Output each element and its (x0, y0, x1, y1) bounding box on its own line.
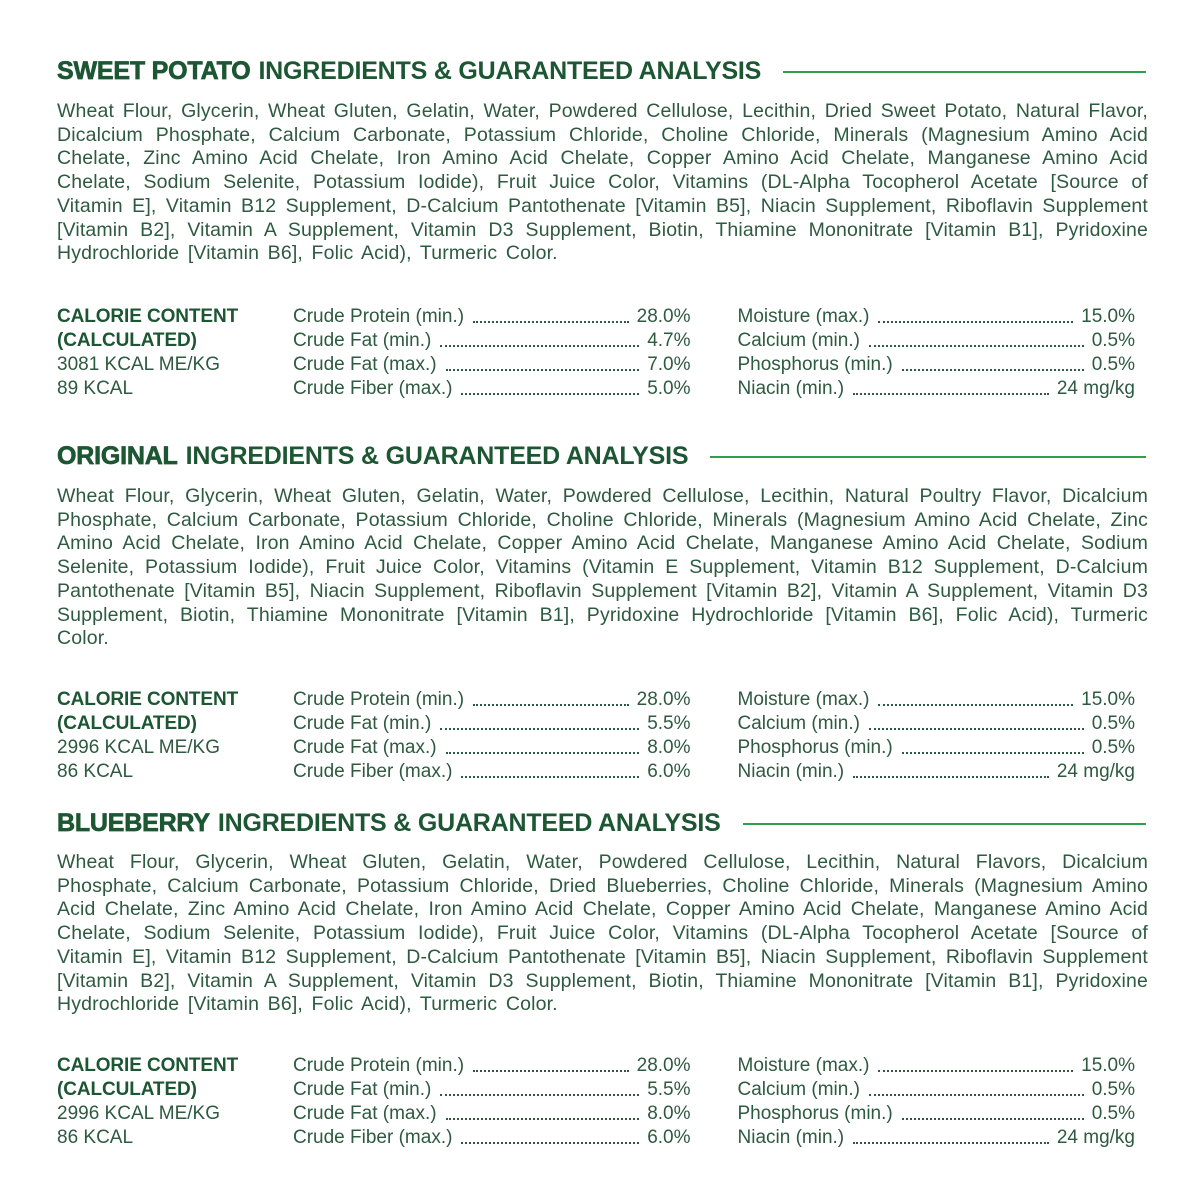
nutrient-value: 0.5% (1091, 713, 1135, 734)
dot-leader (461, 1142, 639, 1144)
analysis-row (738, 736, 1136, 760)
nutrient-label: Moisture (max.) (737, 689, 870, 710)
analysis-row (293, 329, 691, 353)
analysis-row (293, 1078, 691, 1102)
dot-leader (473, 1070, 629, 1072)
dot-leader (869, 728, 1084, 730)
calorie-calculated: (CALCULATED) (57, 1079, 197, 1100)
dot-leader (902, 369, 1084, 371)
section-heading (57, 58, 1148, 85)
analysis-column-left (293, 1054, 691, 1150)
analysis-row (738, 688, 1136, 712)
nutrient-label: Crude Fat (min.) (293, 1079, 432, 1100)
calorie-content-block (57, 688, 293, 784)
analysis-column-right (738, 688, 1136, 784)
flavor-name: ORIGINAL (57, 442, 178, 470)
nutrient-label: Crude Fat (max.) (293, 737, 437, 758)
analysis-row (738, 712, 1136, 736)
ingredients-paragraph: Wheat Flour, Glycerin, Wheat Gluten, Gelatin, Water, Powdered Cellulose, Lecithin, Natural Flavors, Dicalcium Phosphate, Calcium Carbonate, Potassium Chloride, Dried Blueberries, Choline Chloride, Minerals (Magnesium Amino Acid Chelate, Zinc Amino Acid Chelate, Iron Amino Acid Chelate, Copper Amino Acid Chelate, Manganese Amino Acid Chelate, Sodium Selenite, Potassium Iodide), Fruit Juice Color, Vitamins (DL-Alpha Tocopherol Acetate [Source of Vitamin E], Vitamin B12 Supplement, D-Calcium Pantothenate [Vitamin B5], Niacin Supplement, Riboflavin Supplement [Vitamin B2], Vitamin A Supplement, Vitamin D3 Supplement, Biotin, Thiamine Mononitrate [Vitamin B1], Pyridoxine Hydrochloride [Vitamin B6], Folic Acid), Turmeric Color. (57, 851, 1148, 1016)
nutrient-value: 0.5% (1091, 737, 1135, 758)
analysis-row (738, 1126, 1136, 1150)
heading-text: INGREDIENTS & GUARANTEED ANALYSIS (217, 809, 721, 837)
kcal-me-kg: 2996 KCAL ME/KG (57, 737, 220, 758)
section-sweet-potato (57, 58, 1148, 443)
dot-leader (878, 321, 1073, 323)
nutrient-label: Niacin (min.) (737, 761, 845, 782)
nutrient-label: Phosphorus (min.) (737, 737, 893, 758)
analysis-row (293, 760, 691, 784)
nutrient-value: 24 mg/kg (1056, 378, 1135, 399)
dot-leader (902, 752, 1084, 754)
heading-rule (783, 71, 1146, 73)
dot-leader (446, 369, 640, 371)
nutrient-value: 0.5% (1091, 1079, 1135, 1100)
nutrient-label: Calcium (min.) (737, 330, 860, 351)
nutrient-label: Crude Protein (min.) (293, 1055, 465, 1076)
nutrient-label: Niacin (min.) (737, 378, 845, 399)
nutrient-label: Calcium (min.) (737, 713, 860, 734)
nutrient-value: 28.0% (636, 689, 691, 710)
nutrient-value: 15.0% (1081, 689, 1135, 710)
nutrient-value: 8.0% (647, 737, 691, 758)
nutrient-label: Crude Fiber (max.) (293, 1127, 453, 1148)
kcal: 86 KCAL (57, 1127, 134, 1148)
nutrient-value: 28.0% (636, 1055, 691, 1076)
nutrient-value: 5.0% (647, 378, 691, 399)
nutrient-label: Moisture (max.) (737, 1055, 870, 1076)
nutrient-label: Crude Protein (min.) (293, 689, 465, 710)
dot-leader (878, 704, 1073, 706)
nutrient-label: Phosphorus (min.) (737, 354, 893, 375)
dot-leader (853, 393, 1049, 395)
calorie-content-title: CALORIE CONTENT (57, 1055, 239, 1076)
ingredients-paragraph: Wheat Flour, Glycerin, Wheat Gluten, Gelatin, Water, Powdered Cellulose, Lecithin, Natural Poultry Flavor, Dicalcium Phosphate, Calcium Carbonate, Potassium Chloride, Choline Chloride, Minerals (Magnesium Amino Acid Chelate, Zinc Amino Acid Chelate, Iron Amino Acid Chelate, Copper Amino Acid Chelate, Manganese Amino Acid Chelate, Sodium Selenite, Potassium Iodide), Fruit Juice Color, Vitamins (Vitamin E Supplement, Vitamin B12 Supplement, D-Calcium Pantothenate [Vitamin B5], Niacin Supplement, Riboflavin Supplement [Vitamin B2], Vitamin A Supplement, Vitamin D3 Supplement, Biotin, Thiamine Mononitrate [Vitamin B1], Pyridoxine Hydrochloride [Vitamin B6], Folic Acid), Turmeric Color. (57, 485, 1148, 650)
dot-leader (869, 345, 1084, 347)
flavor-name: SWEET POTATO (57, 57, 251, 85)
nutrient-value: 5.5% (647, 713, 691, 734)
analysis-row (293, 736, 691, 760)
nutrient-label: Crude Fiber (max.) (293, 761, 453, 782)
nutrient-value: 15.0% (1081, 1055, 1135, 1076)
analysis-row (738, 329, 1136, 353)
heading-rule (743, 823, 1146, 825)
dot-leader (446, 752, 640, 754)
analysis-row (738, 305, 1136, 329)
calorie-content-title: CALORIE CONTENT (57, 306, 239, 327)
dot-leader (461, 393, 639, 395)
nutrient-label: Crude Fat (min.) (293, 330, 432, 351)
dot-leader (440, 728, 639, 730)
heading-text: INGREDIENTS & GUARANTEED ANALYSIS (185, 442, 689, 470)
analysis-column-left (293, 305, 691, 401)
section-heading (57, 810, 1148, 837)
analysis-row (738, 1078, 1136, 1102)
analysis-row (293, 305, 691, 329)
dot-leader (473, 321, 629, 323)
analysis-row (293, 1126, 691, 1150)
dot-leader (440, 345, 639, 347)
analysis-row (293, 712, 691, 736)
nutrient-label: Crude Fiber (max.) (293, 378, 453, 399)
nutrient-value: 0.5% (1091, 330, 1135, 351)
analysis-row (738, 377, 1136, 401)
nutrient-value: 0.5% (1091, 1103, 1135, 1124)
nutrient-value: 6.0% (647, 1127, 691, 1148)
analysis-column-left (293, 688, 691, 784)
analysis-row (293, 377, 691, 401)
heading-rule (710, 456, 1146, 458)
kcal-me-kg: 2996 KCAL ME/KG (57, 1103, 220, 1124)
section-blueberry (57, 810, 1148, 1150)
nutrient-label: Crude Protein (min.) (293, 306, 465, 327)
analysis-row (738, 1102, 1136, 1126)
analysis-row (738, 1054, 1136, 1078)
calorie-content-title: CALORIE CONTENT (57, 689, 239, 710)
analysis-row (293, 1102, 691, 1126)
analysis-column-right (738, 305, 1136, 401)
dot-leader (446, 1118, 640, 1120)
dot-leader (440, 1094, 639, 1096)
dot-leader (853, 776, 1049, 778)
kcal: 89 KCAL (57, 378, 134, 399)
analysis-row (293, 688, 691, 712)
nutrient-label: Crude Fat (max.) (293, 354, 437, 375)
dot-leader (473, 704, 629, 706)
analysis-row (293, 1054, 691, 1078)
calorie-calculated: (CALCULATED) (57, 330, 197, 351)
section-original (57, 443, 1148, 784)
nutrient-label: Niacin (min.) (737, 1127, 845, 1148)
dot-leader (853, 1142, 1049, 1144)
section-heading (57, 443, 1148, 470)
ingredients-paragraph: Wheat Flour, Glycerin, Wheat Gluten, Gelatin, Water, Powdered Cellulose, Lecithin, Dried Sweet Potato, Natural Flavor, Dicalcium Phosphate, Calcium Carbonate, Potassium Chloride, Choline Chloride, Minerals (Magnesium Amino Acid Chelate, Zinc Amino Acid Chelate, Iron Amino Acid Chelate, Copper Amino Acid Chelate, Manganese Amino Acid Chelate, Sodium Selenite, Potassium Iodide), Fruit Juice Color, Vitamins (DL-Alpha Tocopherol Acetate [Source of Vitamin E], Vitamin B12 Supplement, D-Calcium Pantothenate [Vitamin B5], Niacin Supplement, Riboflavin Supplement [Vitamin B2], Vitamin A Supplement, Vitamin D3 Supplement, Biotin, Thiamine Mononitrate [Vitamin B1], Pyridoxine Hydrochloride [Vitamin B6], Folic Acid), Turmeric Color. (57, 100, 1148, 265)
dot-leader (878, 1070, 1073, 1072)
calorie-content-block (57, 1054, 293, 1150)
nutrient-value: 5.5% (647, 1079, 691, 1100)
nutrient-label: Crude Fat (min.) (293, 713, 432, 734)
calorie-calculated: (CALCULATED) (57, 713, 197, 734)
analysis-row (738, 353, 1136, 377)
nutrient-value: 6.0% (647, 761, 691, 782)
nutrient-label: Phosphorus (min.) (737, 1103, 893, 1124)
guaranteed-analysis-table (57, 688, 1135, 784)
nutrient-value: 7.0% (647, 354, 691, 375)
dot-leader (461, 776, 639, 778)
analysis-row (738, 760, 1136, 784)
guaranteed-analysis-table (57, 305, 1135, 401)
kcal-me-kg: 3081 KCAL ME/KG (57, 354, 220, 375)
analysis-column-right (738, 1054, 1136, 1150)
flavor-name: BLUEBERRY (57, 809, 210, 837)
nutrient-label: Calcium (min.) (737, 1079, 860, 1100)
heading-text: INGREDIENTS & GUARANTEED ANALYSIS (258, 57, 762, 85)
nutrient-value: 4.7% (647, 330, 691, 351)
guaranteed-analysis-table (57, 1054, 1135, 1150)
nutrient-label: Moisture (max.) (737, 306, 870, 327)
nutrient-label: Crude Fat (max.) (293, 1103, 437, 1124)
kcal: 86 KCAL (57, 761, 134, 782)
dot-leader (869, 1094, 1084, 1096)
dot-leader (902, 1118, 1084, 1120)
analysis-row (293, 353, 691, 377)
nutrient-value: 15.0% (1081, 306, 1135, 327)
nutrient-value: 24 mg/kg (1056, 761, 1135, 782)
nutrient-value: 28.0% (636, 306, 691, 327)
nutrient-value: 24 mg/kg (1056, 1127, 1135, 1148)
calorie-content-block (57, 305, 293, 401)
nutrient-value: 8.0% (647, 1103, 691, 1124)
nutrient-value: 0.5% (1091, 354, 1135, 375)
